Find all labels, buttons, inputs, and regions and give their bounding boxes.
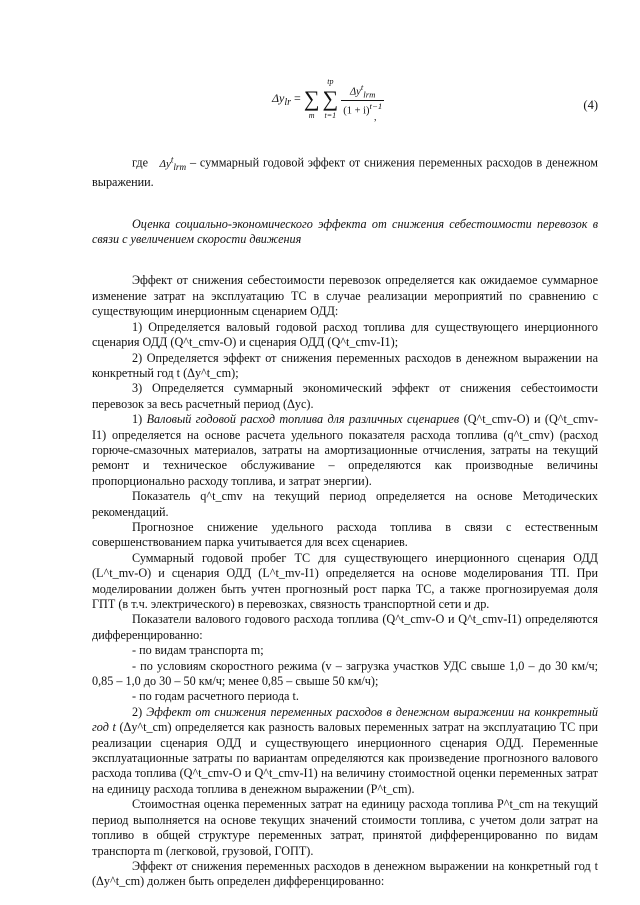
document-page: [92, 72, 598, 890]
frac-numerator: Δy: [350, 86, 361, 98]
paragraph-stoim: Стоимостная оценка переменных затрат на единицу расхода топлива P^t_cm на текущий период выполняется на основе текущих значений стоимости топлива, с учетом доли затрат на топливо в общей структуре переменных затрат, принятой дифференцированно по видам транспорта m (легковой, грузовой, ГОПТ).: [92, 797, 598, 858]
paragraph-effekt: 2) Эффект от снижения переменных расходов в денежном выражении на конкретный год t (Δy^t_cm) определяется как разность валовых переменных затрат на эксплуатацию ТС при реализации сценария ОДД и существующего инерционного сценария ОДД. Переменные эксплуатационные затраты по вариантам определяются как произведение прогнозного валового расхода топлива (Q^t_cmv-O и Q^t_cmv-I1) на величину стоимостной оценки переменных затрат на единицу расхода топлива в денежном выражении (P^t_cm).: [92, 704, 598, 796]
where-text: – суммарный годовой эффект от снижения переменных расходов в денежном выражении.: [92, 155, 599, 190]
frac-den-sup: t−1: [369, 100, 383, 111]
list-item: - по условиям скоростного режима (v – загрузка участков УДС свыше 1,0 – до 30 км/ч; 0,85 – 1,0 до 30 – 50 км/ч; менее 0,85 – свыше 50 км/ч);: [92, 658, 598, 689]
paragraph-intro: Эффект от снижения себестоимости перевозок определяется как ожидаемое суммарное изменение затрат на эксплуатацию ТС в случае реализации мероприятий по сравнению с существующим инерционным сценарием ОДД:: [92, 273, 598, 319]
paragraph-step-1: 1) Определяется валовый годовой расход топлива для существующего инерционного сценария ОДД (Q^t_cmv-O) и сценария ОДД (Q^t_cmv-I1);: [92, 319, 598, 350]
section-heading: Оценка социально-экономического эффекта от снижения себестоимости перевозок в связи с увеличением скорости движения: [92, 216, 598, 247]
paragraph-prognoz: Прогнозное снижение удельного расхода топлива в связи с естественным совершенствованием парка учитывается для всех сценариев.: [92, 519, 598, 550]
sum-outer: ∑ m: [303, 86, 320, 120]
paragraph-probeg: Суммарный годовой пробег ТС для существующего инерционного сценария ОДД (L^t_mv-O) и сценария ОДД (L^t_mv-I1) определяется на основе моделирования ТП. При моделировании должен быть учтен прогнозный рост парка ТС, а также прогнозируемая доля ГПТ (в т.ч. электрического) в перевозках, связность транспортной сети и др.: [92, 550, 598, 611]
paragraph-step-2: 2) Определяется эффект от снижения переменных расходов в денежном выражении на конкретный год t (Δy^t_cm);: [92, 350, 598, 380]
paragraph-step-3: 3) Определяется суммарный экономический эффект от снижения себестоимости перевозок за весь расчетный период (Δyc).: [92, 381, 598, 411]
list-item: - по годам расчетного периода t.: [132, 689, 299, 704]
where-paragraph: [92, 152, 598, 191]
sum-inner: tp ∑ t=1: [322, 77, 339, 120]
formula-4: $\Delta y_{lr}$ = ∑ m tp ∑ t=1 $\frac{\Delta y^t_{lrm}}{(1 + i)^{t-1}}$ , (4): [272, 77, 598, 123]
frac-num-sub: lrm: [363, 89, 376, 100]
sum-inner-upper: tp: [327, 77, 334, 86]
where-prefix: где: [132, 155, 149, 170]
equation-number: (4): [583, 98, 598, 112]
frac-denominator: (1 + i): [343, 105, 370, 117]
formula-lhs: Δy: [272, 90, 285, 105]
where-symbol: $\Delta y^t_{lrm}$: [159, 154, 187, 172]
effekt-italic: Эффект от снижения переменных расходов в денежном выражении на конкретный год t: [92, 704, 598, 735]
paragraph-last: Эффект от снижения переменных расходов в денежном выражении на конкретный год t (Δy^t_cm) должен быть определен дифференцированно:: [92, 858, 598, 889]
formula-equals: =: [294, 90, 301, 105]
frac-num-sup: t: [360, 81, 364, 92]
formula-lhs-sub: lr: [284, 97, 292, 109]
valovy-rest: (Q^t_cmv-O) и (Q^t_cmv-I1) определяется на основе расчета удельного показателя расхода топлива (q^t_cmv) (расход горюче-смазочных материалов, затраты на амортизационные отчисления, затраты на текущий ремонт и техническое обслуживание – определяются как производные величины пропорционально расходу топлива, и затрат энергии).: [92, 412, 599, 488]
sum-outer-lower: m: [308, 111, 315, 120]
sum-inner-lower: t=1: [324, 111, 337, 120]
paragraph-pokazatel: Показатель q^t_cmv на текущий период определяется на основе Методических рекомендаций.: [92, 489, 598, 519]
formula-fraction: [341, 82, 384, 116]
effekt-rest: (Δy^t_cm) определяется как разность валовых переменных затрат на эксплуатацию ТС при реализации сценария ОДД и существующего инерционного сценария ОДД. Переменные эксплуатационные затраты по вариантам определяются как произведение прогнозного валового расхода топлива (Q^t_cmv-O и Q^t_cmv-I1) на величину стоимостной оценки переменных затрат на единицу расхода топлива в денежном выражении (P^t_cm).: [92, 720, 598, 796]
list-item: - по видам транспорта m;: [132, 643, 264, 658]
paragraph-pokazateli: Показатели валового годового расхода топлива (Q^t_cmv-O и Q^t_cmv-I1) определяются дифференцированно:: [92, 612, 598, 642]
paragraph-valovy: 1) Валовый годовой расход топлива для различных сценариев (Q^t_cmv-O) и (Q^t_cmv-I1) определяется на основе расчета удельного показателя расхода топлива (q^t_cmv) (расход горюче-смазочных материалов, затраты на амортизационные отчисления, затраты на текущий ремонт и техническое обслуживание – определяются как производные величины пропорционально расходу топлива, и затрат энергии).: [92, 412, 599, 488]
formula-expression: [272, 78, 384, 120]
valovy-italic: Валовый годовой расход топлива для различных сценариев: [146, 412, 460, 427]
